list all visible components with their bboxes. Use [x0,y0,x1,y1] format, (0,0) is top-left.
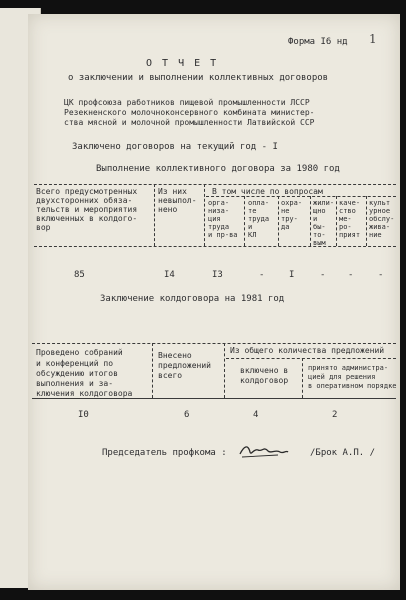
org-line-2: Резекненского молочноконсервного комбината министер- [64,108,315,117]
table1-vline [278,196,279,246]
header-line: орга- [208,199,230,207]
section-1980-title: Выполнение коллективного договора за 1980 год [96,164,340,174]
cell-proposals: 6 [184,410,190,420]
header-line: опла- [248,199,270,207]
document-title: О Т Ч Е Т [146,58,219,69]
header-line: в оперативном порядке [308,382,397,390]
header-line: ство [339,207,356,215]
header-line: принято администра- [308,364,389,372]
org-line-1: ЦК профсоюза работников пищевой промышленности ЛССР [64,98,310,107]
header-line: КЛ [248,231,257,239]
table1-vline [244,196,245,246]
header-line: ция [208,215,221,223]
table2-group-rule [226,358,396,359]
header-line: не [281,207,290,215]
header-line: те [248,207,257,215]
header-line: то- [313,231,326,239]
header-line: бы- [313,223,326,231]
chairman-name: /Брок А.П. / [310,448,376,458]
header-line: каче- [339,199,361,207]
header-line: труда [208,223,230,231]
header-line: прият [339,231,361,239]
cell-included: 4 [253,410,259,420]
table2-vline [152,343,153,398]
document-page [28,14,400,590]
header-line: включено в [240,366,289,375]
table1-vline [336,196,337,246]
header-line: невыпол- [158,196,197,205]
header-line: обсуждению итогов [36,369,118,378]
header-line: да [281,223,290,231]
header-line: обслу- [369,215,395,223]
header-line: и пр-ва [208,231,238,239]
header-line: двухсторонних обяза- [36,196,133,205]
header-line: жива- [369,223,391,231]
header-line: ключения колдоговора [36,389,133,398]
header-line: включенных в колдого- [36,214,138,223]
handwritten-signature [238,440,290,462]
table1-group-rule [206,196,396,197]
header-line: Из них [158,187,187,196]
table1-vline [154,184,155,246]
header-line: всего [158,371,183,380]
table2-vline [224,343,225,398]
chairman-label: Председатель профкома : [102,448,227,458]
header-line: и [313,215,318,223]
cell-culture: - [378,270,384,280]
table1-bottom-rule [34,246,396,247]
table1-top-rule [34,184,396,185]
header-line: жили- [313,199,335,207]
header-line: тру- [281,215,298,223]
table1-vline [204,184,205,246]
header-line: Проведено собраний [36,348,123,357]
header-line: щно [313,207,326,215]
header-line: и [248,223,253,231]
cell-payment: - [259,270,265,280]
header-line: нено [158,205,178,214]
header-line: охра- [281,199,303,207]
cell-meetings: I0 [78,410,89,420]
header-line: Всего предусмотренных [36,187,138,196]
header-line: ро- [339,223,352,231]
header-line: вор [36,223,51,232]
org-line-3: ства мясной и молочной промышленности Латвийской ССР [64,118,315,127]
header-line: предложений [158,361,211,370]
header-line: цией для решения [308,373,376,381]
header-line: выполнения и за- [36,379,114,388]
cell-housing: - [320,270,326,280]
header-line: тельств и мероприятия [36,205,138,214]
cell-quality: - [348,270,354,280]
cell-organization: I3 [212,270,223,280]
header-line: колдоговор [240,376,289,385]
header-line: ме- [339,215,352,223]
cell-unfulfilled: I4 [164,270,175,280]
section-1981-title: Заключение колдоговора на 1981 год [100,294,285,304]
table1-vline [310,196,311,246]
concluded-count: Заключено договоров на текущий год - I [72,142,278,152]
header-line: ние [369,231,382,239]
header-line: Внесено [158,351,192,360]
table2-group-header: Из общего количества предложений [230,346,385,355]
form-label: Форма I6 нд [288,37,348,47]
header-line: труда [248,215,270,223]
header-line: низа- [208,207,230,215]
header-line: вым [313,239,326,247]
table1-group-header: В том числе по вопросам [212,187,323,196]
table2-vline [302,358,303,398]
header-line: культ [369,199,391,207]
header-line: и конференций по [36,359,114,368]
table2-bottom-rule [32,398,396,399]
table2-top-rule [32,343,396,344]
cell-total: 85 [74,270,85,280]
table1-vline [366,196,367,246]
header-line: урное [369,207,391,215]
document-subtitle: о заключении и выполнении коллективных договоров [68,73,329,83]
cell-administration: 2 [332,410,338,420]
margin-mark: 1 [369,32,377,46]
cell-safety: I [289,270,295,280]
